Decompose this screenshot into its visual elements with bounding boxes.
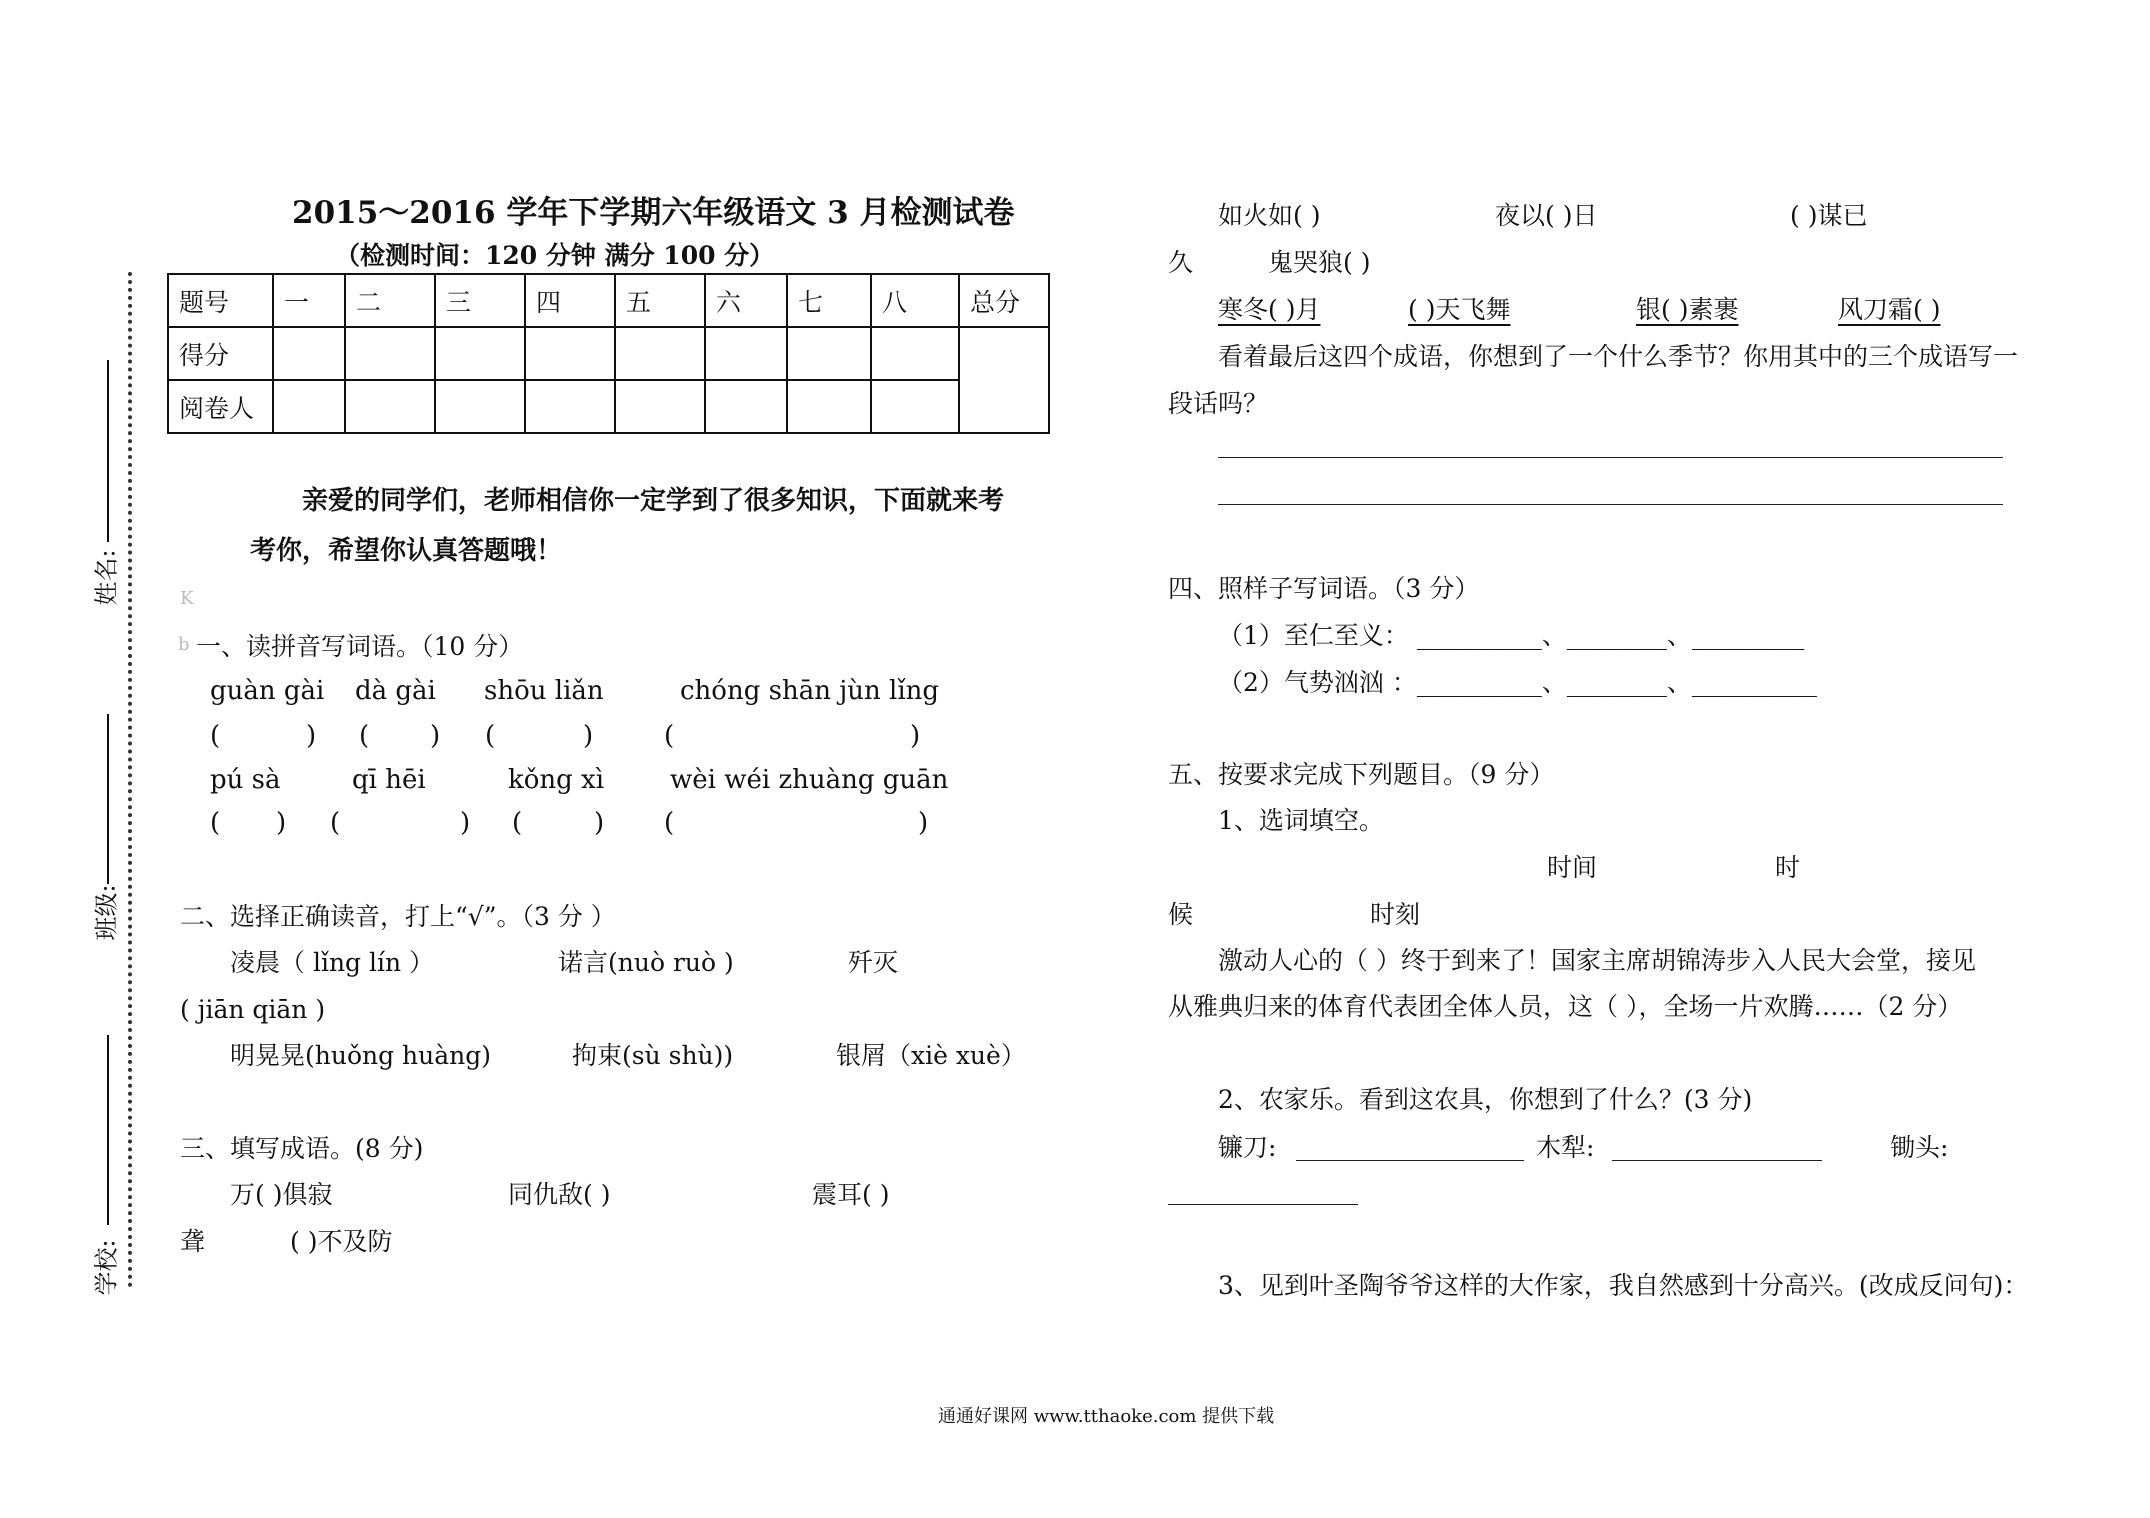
pinyin-item: kǒng xì — [508, 765, 605, 795]
score-cell — [871, 380, 959, 433]
score-header-cell: 八 — [871, 274, 959, 327]
idiom-blank: 夜以( )日 — [1495, 201, 1598, 230]
reading-choice: ( jiān qiān ) — [180, 995, 326, 1024]
idiom-blank: ( )谋已 — [1790, 201, 1868, 230]
answer-paren-close: ) — [594, 808, 605, 838]
stray-mark-k: K — [180, 588, 194, 609]
class-label: 班级: — [92, 884, 121, 941]
q5-title: 五、按要求完成下列题目。（9 分） — [1168, 760, 1555, 789]
q5-sub1-line-1: 激动人心的（ ）终于到来了！国家主席胡锦涛步入人民大会堂，接见 — [1218, 946, 1976, 975]
answer-line — [1218, 504, 2003, 505]
idiom-blank: 鬼哭狼( ) — [1268, 248, 1371, 277]
class-blank-line — [107, 714, 109, 884]
answer-line — [1612, 1160, 1822, 1161]
idiom-blank: 同仇敌( ) — [508, 1180, 611, 1209]
score-header-cell: 三 — [435, 274, 525, 327]
word-choice: 时刻 — [1370, 900, 1421, 929]
q4-item-1: （1）至仁至义： __________、________、_________ — [1218, 621, 1805, 650]
answer-paren-open: ( — [210, 721, 221, 751]
total-score-cell — [959, 327, 1049, 433]
pinyin-item: qī hēi — [352, 765, 426, 795]
greeting-line-2: 考你，希望你认真答题哦！ — [250, 536, 563, 566]
footer-source: 通通好课网 www.tthaoke.com 提供下载 — [938, 1406, 1275, 1427]
stray-mark-b: b — [178, 634, 190, 655]
idiom-blank: 银( )素裹 — [1636, 295, 1739, 324]
idiom-blank: 万( )俱寂 — [230, 1180, 333, 1209]
pinyin-item: chóng shān jùn lǐng — [680, 676, 940, 706]
score-header-cell: 题号 — [168, 274, 273, 327]
score-cell — [435, 380, 525, 433]
reading-choice: 诺言(nuò ruò ) — [558, 948, 734, 977]
answer-paren-close: ) — [910, 721, 921, 751]
answer-paren-open: ( — [210, 808, 221, 838]
score-table-header-row — [168, 274, 1049, 327]
idiom-blank: 风刀霜( ) — [1838, 295, 1941, 324]
score-cell — [787, 380, 871, 433]
name-blank-line — [107, 360, 109, 542]
greeting-line-1: 亲爱的同学们，老师相信你一定学到了很多知识，下面就来考 — [302, 486, 1005, 516]
q5-sub3: 3、见到叶圣陶爷爷这样的大作家，我自然感到十分高兴。(改成反问句)： — [1218, 1271, 2029, 1300]
answer-paren-close: ) — [306, 721, 317, 751]
score-cell — [871, 327, 959, 380]
q4-title: 四、照样子写词语。（3 分） — [1168, 574, 1480, 603]
idiom-blank: 久 — [1168, 248, 1194, 277]
q3-prompt-line-2: 段话吗？ — [1168, 389, 1269, 418]
answer-line — [1296, 1160, 1524, 1161]
answer-paren-open: ( — [664, 808, 675, 838]
exam-title: 2015～2016 学年下学期六年级语文 3 月检测试卷 — [292, 195, 1015, 231]
answer-paren-open: ( — [512, 808, 523, 838]
score-header-cell: 一 — [273, 274, 345, 327]
q1-title: 一、读拼音写词语。（10 分） — [196, 632, 524, 661]
idiom-blank: 如火如( ) — [1218, 201, 1321, 230]
answer-paren-open: ( — [485, 721, 496, 751]
score-row-label: 得分 — [168, 327, 273, 380]
name-label: 姓名: — [92, 549, 121, 606]
word-choice: 时间 — [1547, 853, 1598, 882]
score-header-cell: 总分 — [959, 274, 1049, 327]
score-table-row — [168, 327, 1049, 380]
score-cell — [615, 380, 705, 433]
reading-choice: 拘束(sù shù)) — [572, 1041, 734, 1070]
pinyin-item: pú sà — [210, 765, 281, 795]
answer-paren-close: ) — [918, 808, 929, 838]
pinyin-item: wèi wéi zhuàng guān — [670, 765, 949, 795]
answer-paren-close: ) — [276, 808, 287, 838]
score-cell — [345, 327, 435, 380]
binding-dotted-line — [128, 272, 132, 1288]
score-cell — [787, 327, 871, 380]
school-label: 学校: — [92, 1239, 121, 1296]
score-header-cell: 七 — [787, 274, 871, 327]
pinyin-item: dà gài — [355, 676, 436, 706]
score-cell — [525, 380, 615, 433]
tool-label: 锄头: — [1890, 1133, 1949, 1162]
score-header-cell: 六 — [705, 274, 787, 327]
answer-line — [1218, 457, 2003, 458]
answer-paren-open: ( — [330, 808, 341, 838]
score-header-cell: 四 — [525, 274, 615, 327]
score-cell — [525, 327, 615, 380]
reading-choice: 歼灭 — [848, 948, 899, 977]
score-cell — [615, 327, 705, 380]
tool-label: 镰刀: — [1218, 1133, 1277, 1162]
reading-choice: 银屑（xiè xuè） — [836, 1041, 1026, 1070]
idiom-blank: ( )天飞舞 — [1408, 295, 1511, 324]
q3-title: 三、填写成语。(8 分) — [180, 1134, 424, 1163]
word-choice: 时 — [1775, 853, 1801, 882]
idiom-blank: 寒冬( )月 — [1218, 295, 1321, 324]
score-cell — [705, 327, 787, 380]
q4-item-2: （2）气势汹汹 ：__________、________、__________ — [1218, 668, 1817, 697]
score-cell — [435, 327, 525, 380]
score-cell — [273, 327, 345, 380]
answer-paren-close: ) — [583, 721, 594, 751]
score-cell — [345, 380, 435, 433]
idiom-blank: 聋 — [180, 1227, 206, 1256]
answer-paren-close: ) — [430, 721, 441, 751]
score-header-cell: 二 — [345, 274, 435, 327]
school-blank-line — [107, 1035, 109, 1225]
pinyin-item: shōu liǎn — [484, 676, 604, 706]
q2-title: 二、选择正确读音，打上“√”。（3 分 ） — [180, 902, 616, 931]
score-row-label: 阅卷人 — [168, 380, 273, 433]
answer-paren-open: ( — [359, 721, 370, 751]
idiom-blank: ( )不及防 — [290, 1227, 393, 1256]
answer-paren-close: ) — [460, 808, 471, 838]
exam-subtitle: （检测时间：120 分钟 满分 100 分） — [335, 241, 775, 270]
word-choice: 候 — [1168, 900, 1194, 929]
score-cell — [705, 380, 787, 433]
score-header-cell: 五 — [615, 274, 705, 327]
pinyin-item: guàn gài — [210, 676, 325, 706]
q5-sub2-title: 2、农家乐。看到这农具，你想到了什么？(3 分) — [1218, 1085, 1753, 1114]
score-cell — [273, 380, 345, 433]
reading-choice: 明晃晃(huǒng huàng) — [230, 1041, 492, 1070]
tool-label: 木犁: — [1536, 1133, 1595, 1162]
q3-prompt-line-1: 看着最后这四个成语，你想到了一个什么季节？你用其中的三个成语写一 — [1218, 342, 2019, 371]
answer-paren-open: ( — [664, 721, 675, 751]
score-table-row — [168, 380, 1049, 433]
q5-sub1-line-2: 从雅典归来的体育代表团全体人员，这（ ），全场一片欢腾……（2 分） — [1168, 992, 1963, 1021]
q5-sub1-title: 1、选词填空。 — [1218, 806, 1384, 835]
answer-line — [1168, 1204, 1358, 1205]
reading-choice: 凌晨（ lǐng lín ） — [230, 948, 435, 977]
score-table — [167, 273, 1050, 434]
idiom-blank: 震耳( ) — [812, 1180, 890, 1209]
